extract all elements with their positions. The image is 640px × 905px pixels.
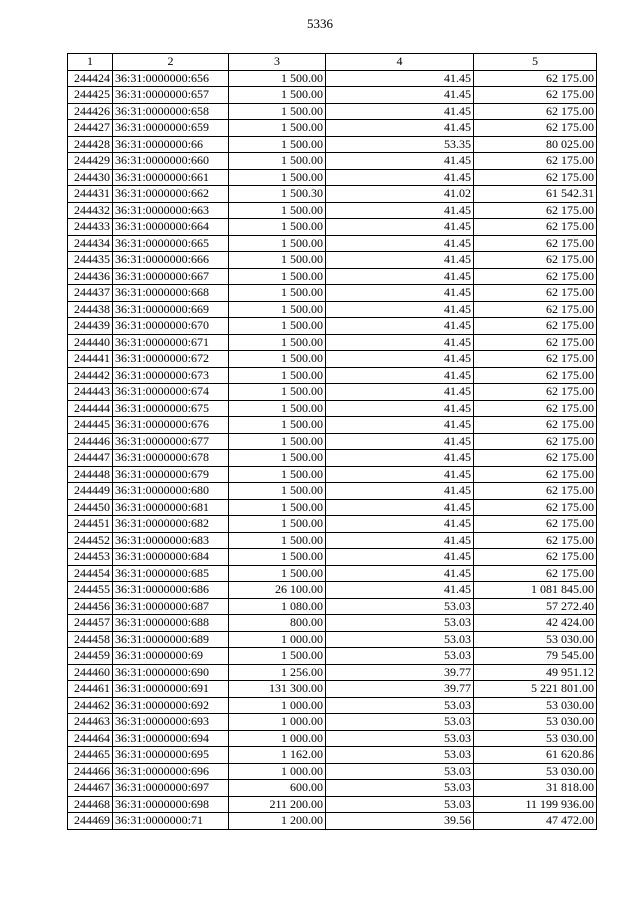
cell-cadastral-number: 36:31:0000000:660 [113,153,229,170]
table-row [68,417,597,434]
cell-value: 62 175.00 [474,466,597,483]
cell-row-number: 244427 [68,120,113,137]
table-row [68,664,597,681]
cell-rate: 39.77 [326,664,474,681]
cell-cadastral-number: 36:31:0000000:682 [113,516,229,533]
table-row [68,136,597,153]
cell-value: 62 175.00 [474,301,597,318]
cell-rate: 41.45 [326,202,474,219]
cell-rate: 53.03 [326,697,474,714]
cell-row-number: 244429 [68,153,113,170]
cell-area: 1 500.00 [229,235,326,252]
table-row [68,796,597,813]
cell-rate: 41.45 [326,169,474,186]
cell-value: 62 175.00 [474,70,597,87]
cell-value: 11 199 936.00 [474,796,597,813]
cell-rate: 53.03 [326,648,474,665]
cell-area: 1 162.00 [229,747,326,764]
cell-rate: 53.03 [326,631,474,648]
cell-cadastral-number: 36:31:0000000:684 [113,549,229,566]
cell-value: 53 030.00 [474,631,597,648]
table-row [68,681,597,698]
cell-area: 1 500.00 [229,384,326,401]
cell-value: 62 175.00 [474,549,597,566]
cell-value: 62 175.00 [474,103,597,120]
table-row [68,433,597,450]
cell-value: 49 951.12 [474,664,597,681]
table-row [68,516,597,533]
cell-rate: 53.03 [326,763,474,780]
cell-value: 62 175.00 [474,235,597,252]
cell-value: 47 472.00 [474,813,597,830]
cell-row-number: 244465 [68,747,113,764]
cadastral-table [67,53,597,830]
cell-area: 1 500.00 [229,483,326,500]
table-header-row [68,54,597,71]
cell-row-number: 244452 [68,532,113,549]
table-row [68,648,597,665]
cell-row-number: 244450 [68,499,113,516]
table-row [68,367,597,384]
cell-cadastral-number: 36:31:0000000:670 [113,318,229,335]
cell-cadastral-number: 36:31:0000000:667 [113,268,229,285]
cell-cadastral-number: 36:31:0000000:673 [113,367,229,384]
cell-rate: 53.03 [326,747,474,764]
cell-value: 62 175.00 [474,367,597,384]
cell-cadastral-number: 36:31:0000000:681 [113,499,229,516]
cell-row-number: 244466 [68,763,113,780]
cell-rate: 41.45 [326,70,474,87]
table-row [68,70,597,87]
cell-row-number: 244435 [68,252,113,269]
cell-value: 62 175.00 [474,384,597,401]
table-row [68,714,597,731]
cell-rate: 53.03 [326,714,474,731]
cell-value: 31 818.00 [474,780,597,797]
cell-cadastral-number: 36:31:0000000:683 [113,532,229,549]
cell-area: 1 500.00 [229,400,326,417]
cell-cadastral-number: 36:31:0000000:659 [113,120,229,137]
cell-cadastral-number: 36:31:0000000:668 [113,285,229,302]
cell-area: 1 500.00 [229,252,326,269]
cell-area: 1 500.00 [229,301,326,318]
cell-row-number: 244454 [68,565,113,582]
cell-cadastral-number: 36:31:0000000:679 [113,466,229,483]
cell-row-number: 244469 [68,813,113,830]
table-row [68,301,597,318]
cell-value: 62 175.00 [474,87,597,104]
cell-value: 62 175.00 [474,202,597,219]
cell-value: 79 545.00 [474,648,597,665]
cell-row-number: 244426 [68,103,113,120]
cell-cadastral-number: 36:31:0000000:674 [113,384,229,401]
cell-rate: 41.02 [326,186,474,203]
cell-cadastral-number: 36:31:0000000:685 [113,565,229,582]
table-row [68,565,597,582]
cell-cadastral-number: 36:31:0000000:671 [113,334,229,351]
table-row [68,400,597,417]
cell-cadastral-number: 36:31:0000000:71 [113,813,229,830]
cell-rate: 41.45 [326,532,474,549]
cell-cadastral-number: 36:31:0000000:663 [113,202,229,219]
cell-area: 1 500.00 [229,318,326,335]
table-row [68,730,597,747]
table-row [68,169,597,186]
cell-row-number: 244447 [68,450,113,467]
table-row [68,153,597,170]
cell-value: 62 175.00 [474,268,597,285]
table-row [68,598,597,615]
cell-rate: 41.45 [326,565,474,582]
cell-cadastral-number: 36:31:0000000:69 [113,648,229,665]
cell-area: 1 500.00 [229,565,326,582]
cell-cadastral-number: 36:31:0000000:697 [113,780,229,797]
cell-area: 1 500.00 [229,466,326,483]
cell-row-number: 244453 [68,549,113,566]
cell-rate: 53.03 [326,780,474,797]
cell-value: 80 025.00 [474,136,597,153]
cell-cadastral-number: 36:31:0000000:666 [113,252,229,269]
cell-rate: 41.45 [326,219,474,236]
cell-value: 62 175.00 [474,483,597,500]
cell-value: 62 175.00 [474,169,597,186]
cell-row-number: 244451 [68,516,113,533]
table-body [68,70,597,829]
cell-value: 62 175.00 [474,120,597,137]
cell-rate: 41.45 [326,301,474,318]
cell-area: 1 500.00 [229,202,326,219]
cell-rate: 41.45 [326,235,474,252]
cell-rate: 41.45 [326,549,474,566]
cell-area: 1 000.00 [229,763,326,780]
cell-value: 62 175.00 [474,318,597,335]
cell-rate: 41.45 [326,252,474,269]
table-row [68,549,597,566]
cell-cadastral-number: 36:31:0000000:698 [113,796,229,813]
cell-area: 1 000.00 [229,730,326,747]
cell-area: 1 000.00 [229,697,326,714]
table-row [68,285,597,302]
cell-cadastral-number: 36:31:0000000:669 [113,301,229,318]
cell-rate: 53.03 [326,615,474,632]
cell-value: 62 175.00 [474,433,597,450]
cell-area: 1 500.00 [229,516,326,533]
cell-cadastral-number: 36:31:0000000:66 [113,136,229,153]
cell-row-number: 244443 [68,384,113,401]
cell-value: 57 272.40 [474,598,597,615]
page-number: 5336 [307,16,333,31]
cell-row-number: 244438 [68,301,113,318]
cell-cadastral-number: 36:31:0000000:689 [113,631,229,648]
cell-rate: 53.03 [326,796,474,813]
cell-value: 62 175.00 [474,565,597,582]
cell-row-number: 244445 [68,417,113,434]
cell-row-number: 244431 [68,186,113,203]
table-row [68,351,597,368]
cell-cadastral-number: 36:31:0000000:678 [113,450,229,467]
cell-area: 1 500.00 [229,285,326,302]
cell-area: 1 256.00 [229,664,326,681]
cell-area: 1 500.00 [229,351,326,368]
cell-rate: 41.45 [326,400,474,417]
header-col-4: 4 [326,54,474,71]
cell-row-number: 244459 [68,648,113,665]
cell-cadastral-number: 36:31:0000000:664 [113,219,229,236]
cell-area: 1 500.00 [229,450,326,467]
cell-area: 1 500.00 [229,120,326,137]
table-row [68,631,597,648]
table-row [68,747,597,764]
cell-value: 53 030.00 [474,730,597,747]
cell-cadastral-number: 36:31:0000000:662 [113,186,229,203]
cell-area: 1 500.00 [229,334,326,351]
cell-area: 1 500.00 [229,169,326,186]
cell-row-number: 244458 [68,631,113,648]
cell-cadastral-number: 36:31:0000000:656 [113,70,229,87]
cell-rate: 41.45 [326,483,474,500]
cell-area: 1 500.00 [229,103,326,120]
cell-row-number: 244455 [68,582,113,599]
cell-rate: 53.03 [326,730,474,747]
cell-row-number: 244464 [68,730,113,747]
table-row [68,186,597,203]
cell-row-number: 244441 [68,351,113,368]
cell-area: 800.00 [229,615,326,632]
cell-row-number: 244425 [68,87,113,104]
cell-cadastral-number: 36:31:0000000:665 [113,235,229,252]
cell-cadastral-number: 36:31:0000000:677 [113,433,229,450]
cell-area: 1 500.00 [229,219,326,236]
cell-rate: 41.45 [326,384,474,401]
cell-area: 1 500.00 [229,417,326,434]
cell-value: 62 175.00 [474,285,597,302]
table-row [68,384,597,401]
cell-row-number: 244446 [68,433,113,450]
cell-area: 26 100.00 [229,582,326,599]
cell-value: 62 175.00 [474,252,597,269]
cell-rate: 41.45 [326,334,474,351]
cell-rate: 41.45 [326,450,474,467]
cell-area: 1 500.00 [229,136,326,153]
cell-row-number: 244456 [68,598,113,615]
cell-row-number: 244461 [68,681,113,698]
cell-cadastral-number: 36:31:0000000:688 [113,615,229,632]
cell-value: 5 221 801.00 [474,681,597,698]
cell-row-number: 244448 [68,466,113,483]
cell-value: 62 175.00 [474,219,597,236]
cell-row-number: 244467 [68,780,113,797]
cell-area: 1 200.00 [229,813,326,830]
cell-area: 1 500.00 [229,549,326,566]
cell-row-number: 244440 [68,334,113,351]
cell-cadastral-number: 36:31:0000000:657 [113,87,229,104]
cell-row-number: 244463 [68,714,113,731]
cell-area: 1 500.00 [229,153,326,170]
table-row [68,697,597,714]
table-row [68,202,597,219]
cell-row-number: 244462 [68,697,113,714]
cell-row-number: 244444 [68,400,113,417]
header-col-3: 3 [229,54,326,71]
cell-rate: 41.45 [326,87,474,104]
cell-value: 62 175.00 [474,334,597,351]
cell-cadastral-number: 36:31:0000000:694 [113,730,229,747]
cell-rate: 41.45 [326,285,474,302]
cell-row-number: 244434 [68,235,113,252]
cell-rate: 41.45 [326,417,474,434]
cell-area: 1 000.00 [229,714,326,731]
header-col-1: 1 [68,54,113,71]
cell-rate: 41.45 [326,103,474,120]
cell-rate: 41.45 [326,318,474,335]
table-row [68,499,597,516]
cell-value: 42 424.00 [474,615,597,632]
cell-rate: 41.45 [326,499,474,516]
cell-cadastral-number: 36:31:0000000:658 [113,103,229,120]
cell-value: 62 175.00 [474,153,597,170]
cell-value: 61 620.86 [474,747,597,764]
cell-rate: 41.45 [326,351,474,368]
cell-value: 53 030.00 [474,763,597,780]
cell-row-number: 244442 [68,367,113,384]
cell-value: 62 175.00 [474,351,597,368]
cell-rate: 39.56 [326,813,474,830]
table-row [68,103,597,120]
cell-value: 53 030.00 [474,714,597,731]
table-row [68,763,597,780]
cell-cadastral-number: 36:31:0000000:680 [113,483,229,500]
cell-cadastral-number: 36:31:0000000:676 [113,417,229,434]
cell-cadastral-number: 36:31:0000000:695 [113,747,229,764]
table-row [68,483,597,500]
cell-area: 131 300.00 [229,681,326,698]
table-row [68,466,597,483]
cell-value: 62 175.00 [474,499,597,516]
cell-cadastral-number: 36:31:0000000:661 [113,169,229,186]
cell-cadastral-number: 36:31:0000000:691 [113,681,229,698]
cell-value: 62 175.00 [474,400,597,417]
cell-value: 62 175.00 [474,532,597,549]
cell-area: 600.00 [229,780,326,797]
header-col-5: 5 [474,54,597,71]
cell-area: 1 500.30 [229,186,326,203]
cell-area: 211 200.00 [229,796,326,813]
cell-row-number: 244468 [68,796,113,813]
cell-rate: 41.45 [326,268,474,285]
cell-rate: 41.45 [326,153,474,170]
cell-row-number: 244424 [68,70,113,87]
cell-area: 1 500.00 [229,367,326,384]
cell-cadastral-number: 36:31:0000000:693 [113,714,229,731]
cell-row-number: 244428 [68,136,113,153]
cell-cadastral-number: 36:31:0000000:672 [113,351,229,368]
cell-area: 1 500.00 [229,532,326,549]
cell-area: 1 500.00 [229,648,326,665]
cell-rate: 41.45 [326,433,474,450]
cell-area: 1 500.00 [229,433,326,450]
cell-row-number: 244457 [68,615,113,632]
table-row [68,219,597,236]
cell-rate: 41.45 [326,367,474,384]
table-row [68,318,597,335]
cell-area: 1 500.00 [229,87,326,104]
header-col-2: 2 [113,54,229,71]
cell-cadastral-number: 36:31:0000000:686 [113,582,229,599]
cell-area: 1 080.00 [229,598,326,615]
table-row [68,813,597,830]
table-row [68,268,597,285]
cell-area: 1 000.00 [229,631,326,648]
cell-row-number: 244437 [68,285,113,302]
cell-rate: 41.45 [326,466,474,483]
cell-row-number: 244436 [68,268,113,285]
cell-row-number: 244432 [68,202,113,219]
cell-value: 1 081 845.00 [474,582,597,599]
cell-row-number: 244433 [68,219,113,236]
cell-rate: 41.45 [326,582,474,599]
cell-row-number: 244460 [68,664,113,681]
table-row [68,532,597,549]
table-row [68,334,597,351]
cell-value: 62 175.00 [474,450,597,467]
cell-area: 1 500.00 [229,499,326,516]
cell-value: 61 542.31 [474,186,597,203]
cell-cadastral-number: 36:31:0000000:692 [113,697,229,714]
cell-cadastral-number: 36:31:0000000:690 [113,664,229,681]
cell-rate: 39.77 [326,681,474,698]
table-row [68,582,597,599]
cell-value: 62 175.00 [474,417,597,434]
cell-value: 53 030.00 [474,697,597,714]
cell-cadastral-number: 36:31:0000000:696 [113,763,229,780]
table-row [68,615,597,632]
cell-value: 62 175.00 [474,516,597,533]
cell-rate: 53.03 [326,598,474,615]
table-row [68,120,597,137]
table-row [68,252,597,269]
cell-cadastral-number: 36:31:0000000:687 [113,598,229,615]
cell-row-number: 244449 [68,483,113,500]
table-row [68,780,597,797]
cell-area: 1 500.00 [229,268,326,285]
cell-rate: 41.45 [326,516,474,533]
cell-row-number: 244439 [68,318,113,335]
table-row [68,235,597,252]
table-row [68,87,597,104]
cell-rate: 53.35 [326,136,474,153]
cell-cadastral-number: 36:31:0000000:675 [113,400,229,417]
table-row [68,450,597,467]
cell-row-number: 244430 [68,169,113,186]
cell-rate: 41.45 [326,120,474,137]
cell-area: 1 500.00 [229,70,326,87]
